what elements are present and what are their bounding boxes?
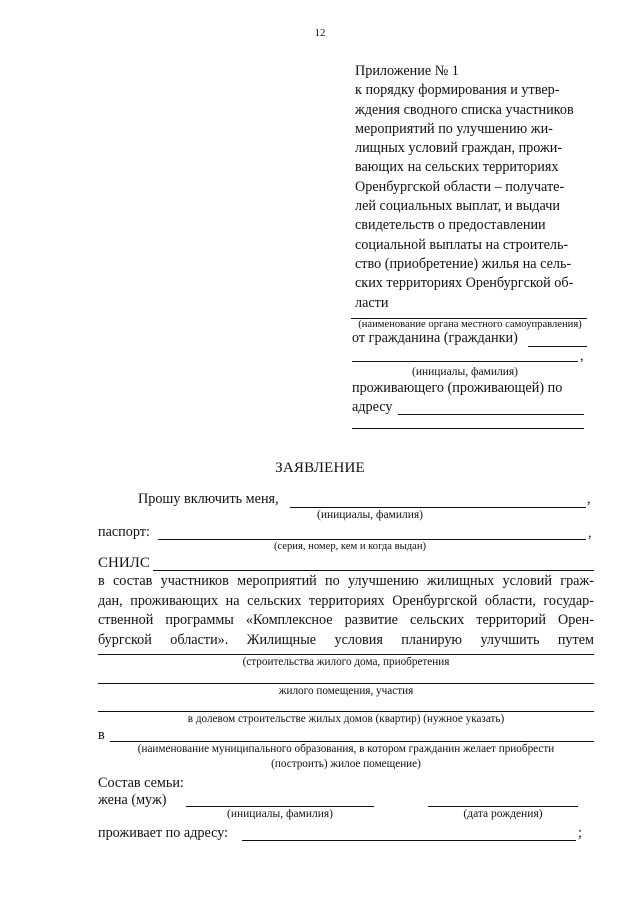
appendix-line: ждения сводного списка участников xyxy=(355,101,574,118)
family-label: Состав семьи: xyxy=(98,775,184,791)
page-number: 12 xyxy=(314,27,326,39)
passport-caption: (серия, номер, кем и когда выдан) xyxy=(273,541,427,552)
include-comma: , xyxy=(587,491,591,507)
passport-field[interactable] xyxy=(158,539,586,540)
paragraph-line: бургской области». Жилищные условия планирую улучшить путем xyxy=(98,632,594,649)
method-caption-2: жилого помещения, участия xyxy=(278,685,414,697)
spouse-dob-caption: (дата рождения) xyxy=(463,808,543,820)
spouse-address-field[interactable] xyxy=(242,840,576,841)
citizen-name-caption: (инициалы, фамилия) xyxy=(411,366,519,378)
passport-comma: , xyxy=(588,525,592,541)
method-field-2[interactable] xyxy=(98,683,594,684)
applicant-name-caption: (инициалы, фамилия) xyxy=(316,509,424,521)
spouse-name-field[interactable] xyxy=(186,806,374,807)
method-field-3[interactable] xyxy=(98,711,594,712)
appendix-line: ласти xyxy=(355,294,389,311)
from-citizen-label: от гражданина (гражданки) xyxy=(352,330,518,346)
address-field-2[interactable] xyxy=(352,428,584,429)
appendix-line: мероприятий по улучшению жи- xyxy=(355,120,553,137)
appendix-line: лей социальных выплат, и выдачи xyxy=(355,198,560,215)
citizen-name-comma: , xyxy=(580,348,584,364)
paragraph-line: в состав участников мероприятий по улучшению жилищных условий граж- xyxy=(98,573,594,589)
method-field-1[interactable] xyxy=(98,654,594,655)
document-title: ЗАЯВЛЕНИЕ xyxy=(275,460,365,476)
applicant-name-field[interactable] xyxy=(290,507,586,508)
appendix-line: ство (приобретение) жилья на сель- xyxy=(355,255,572,272)
appendix-line: к порядку формирования и утвер- xyxy=(355,82,560,99)
paragraph-line: дан, проживающих на сельских территориях Оренбургской области, государ- xyxy=(98,592,594,609)
residing-label: проживающего (проживающей) по xyxy=(352,380,563,396)
spouse-label: жена (муж) xyxy=(98,792,167,808)
org-name-caption: (наименование органа местного самоуправления) xyxy=(358,319,582,330)
appendix-line: лищных условий граждан, прожи- xyxy=(355,140,563,157)
address-field[interactable] xyxy=(398,414,584,415)
citizen-name-field[interactable] xyxy=(352,361,578,362)
appendix-block xyxy=(355,62,574,313)
lives-label: проживает по адресу: xyxy=(98,825,229,841)
snils-label: СНИЛС xyxy=(98,555,150,571)
include-label: Прошу включить меня, xyxy=(138,491,279,507)
paragraph-line: ственной программы «Комплексное развитие сельских территорий Орен- xyxy=(98,612,594,629)
address-label: адресу xyxy=(352,399,393,415)
method-caption-1: (строительства жилого дома, приобретения xyxy=(242,656,450,668)
spouse-dob-field[interactable] xyxy=(428,806,578,807)
from-citizen-field[interactable] xyxy=(528,346,587,347)
municipality-field[interactable] xyxy=(110,741,594,742)
method-caption-3: в долевом строительстве жилых домов (квартир) (нужное указать) xyxy=(187,713,505,725)
in-label: в xyxy=(98,727,105,743)
municipality-caption-2: (построить) жилое помещение) xyxy=(271,758,421,770)
appendix-line: ских территориях Оренбургской об- xyxy=(355,275,574,292)
spouse-name-caption: (инициалы, фамилия) xyxy=(226,808,334,820)
appendix-line: свидетельств о предоставлении xyxy=(355,217,546,234)
passport-label: паспорт: xyxy=(98,524,150,540)
lives-semicolon: ; xyxy=(578,825,582,841)
appendix-line: Оренбургской области – получате- xyxy=(355,178,565,195)
appendix-line: вающих на сельских территориях xyxy=(355,159,559,176)
municipality-caption-1: (наименование муниципального образования, в котором гражданин желает приобрести xyxy=(137,743,555,755)
appendix-line: социальной выплаты на строитель- xyxy=(355,236,569,253)
snils-field[interactable] xyxy=(153,570,594,571)
application-paragraph xyxy=(98,572,594,651)
appendix-line: Приложение № 1 xyxy=(355,63,459,79)
